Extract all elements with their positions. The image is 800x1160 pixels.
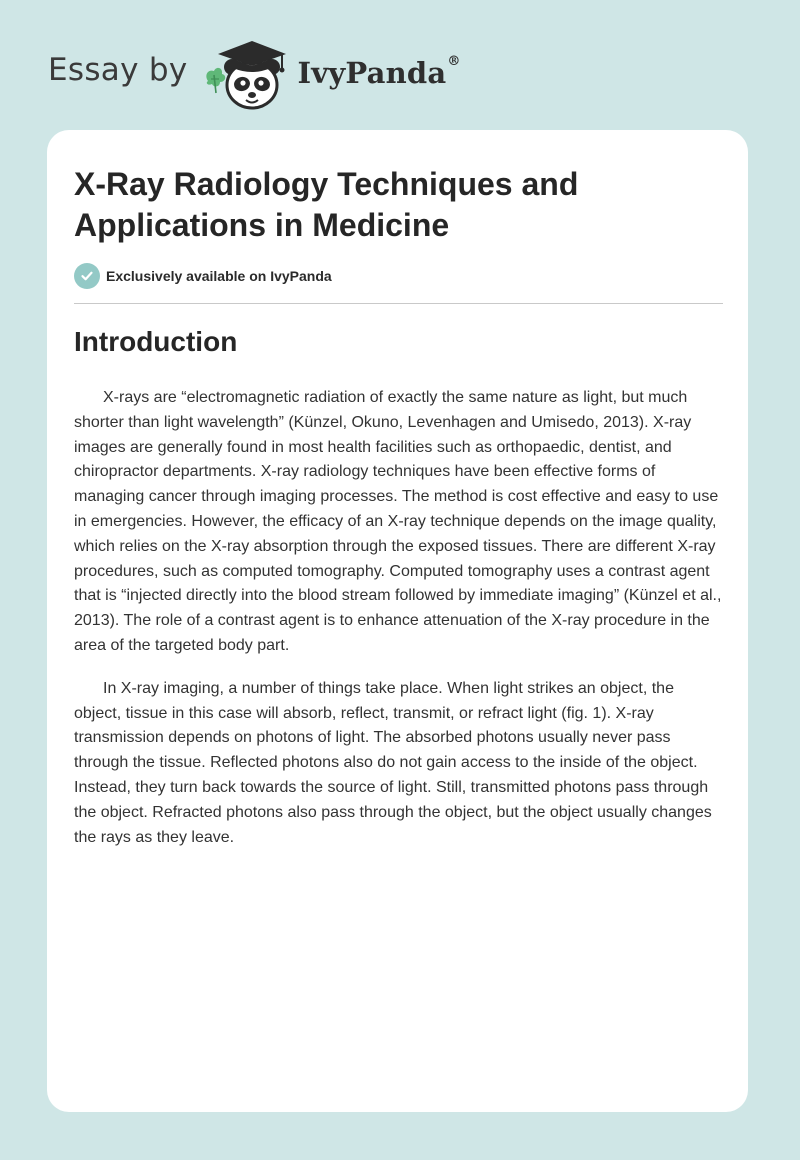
section-heading: Introduction [74, 326, 238, 357]
ivy-leaf-icon [206, 68, 225, 93]
paragraph-1: X-rays are “electromagnetic radiation of exactly the same nature as light, but much shorter than light wavelength” (Künzel, Okuno, Levenhagen and Umisedo, 2013). X-ray images are generally found in most health facilities such as orthopaedic, dentist, and chiropractor departments. X-ray radiology techniques have been effective forms of managing cancer through imaging processes. The method is cost effective and easy to use in emergencies. However, the efficacy of an X-ray technique depends on the image quality, which relies on the X-ray absorption through the exposed tissues. There are different X-ray procedures, such as computed tomography. Computed tomography uses a contrast agent that is “injected directly into the blood stream followed by immediate imaging” (Künzel et al., 2013). The role of a contrast agent is to enhance attenuation of the X-ray procedure in the area of the targeted body part. [74, 389, 722, 654]
panda-graduate-icon [202, 35, 294, 113]
essay-card [47, 130, 748, 1112]
exclusive-badge [74, 263, 332, 289]
check-circle-icon [74, 263, 100, 289]
ivypanda-logo[interactable] [202, 35, 294, 113]
registered-mark: ® [447, 54, 461, 69]
paragraph-2: In X-ray imaging, a number of things take place. When light strikes an object, the object, tissue in this case will absorb, reflect, transmit, or refract light (fig. 1). X-ray transmission depends on photons of light. The absorbed photons usually never pass through the tissue. Reflected photons also do not gain access to the inside of the object. Instead, they turn back towards the source of light. Still, transmitted photons pass through the object. Refracted photons also pass through the object, but the object usually changes the rays as they leave. [74, 679, 712, 846]
essay-by-label: Essay by [48, 52, 188, 88]
page-title: X-Ray Radiology Techniques and Applications in Medicine [74, 166, 579, 243]
divider [74, 303, 723, 304]
exclusive-badge-text: Exclusively available on IvyPanda [106, 268, 332, 284]
site-header [48, 34, 461, 114]
brand-name[interactable]: IvyPanda® [297, 54, 461, 90]
essay-body [74, 386, 724, 868]
